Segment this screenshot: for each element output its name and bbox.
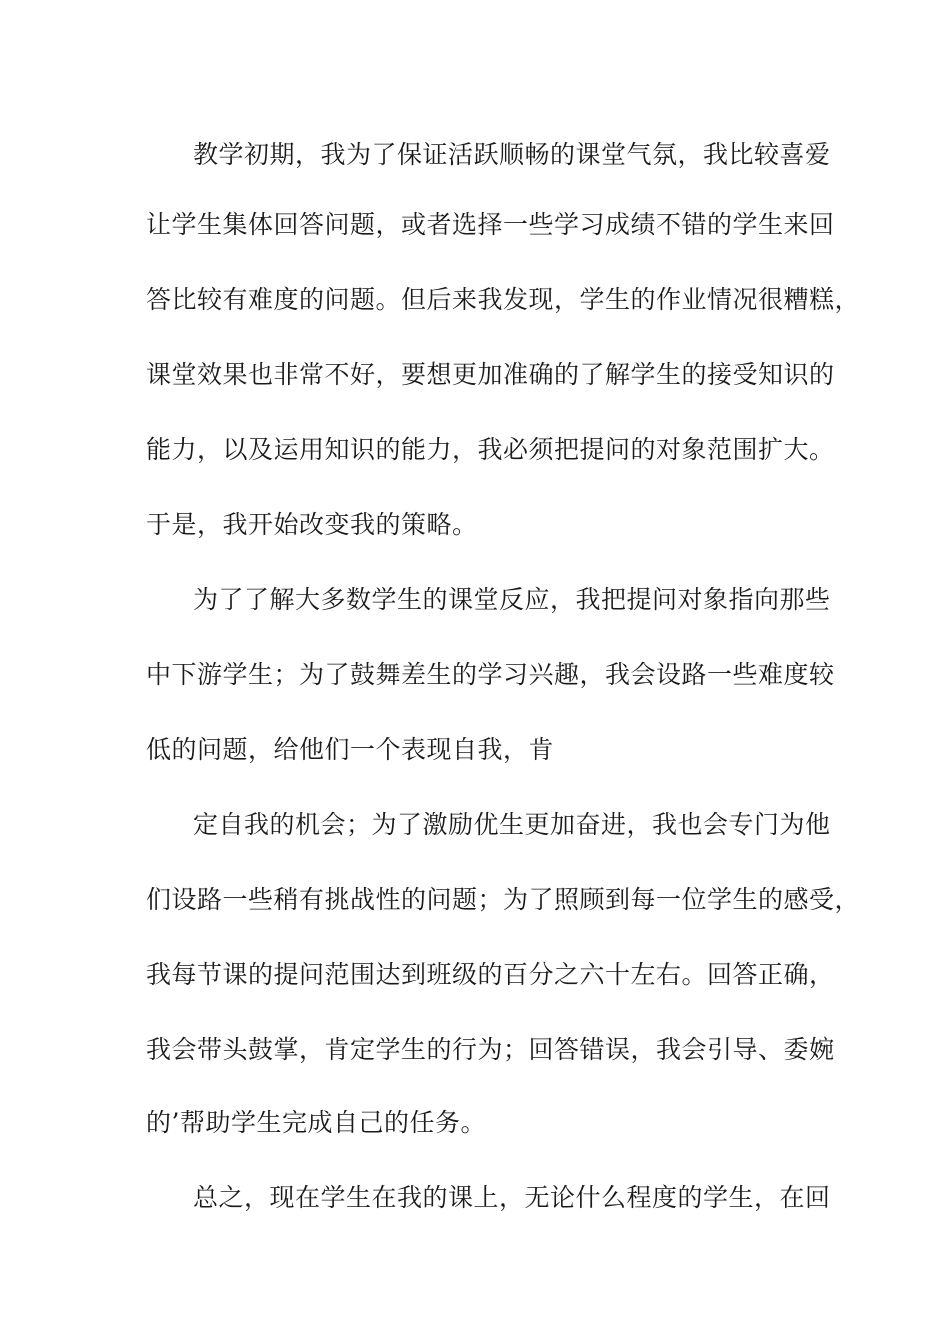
paragraph-2-line-3: 低的问题，给他们一个表现自我，肯 (146, 735, 555, 764)
paragraph-1-line-6: 于是，我开始改变我的策略。 (146, 510, 478, 539)
paragraph-3-line-2: 们设路一些稍有挑战性的问题；为了照顾到每一位学生的感受， (146, 885, 861, 914)
paragraph-2-line-1: 为了了解大多数学生的课堂反应，我把提问对象指向那些 (193, 585, 831, 614)
paragraph-1-line-4: 课堂效果也非常不好，要想更加准确的了解学生的接受知识的 (146, 360, 835, 389)
paragraph-2-line-2: 中下游学生；为了鼓舞差生的学习兴趣，我会设路一些难度较 (146, 660, 835, 689)
paragraph-1-line-1: 教学初期，我为了保证活跃顺畅的课堂气氛，我比较喜爱 (193, 140, 831, 169)
paragraph-1-line-2: 让学生集体回答问题，或者选择一些学习成绩不错的学生来回 (146, 210, 835, 239)
paragraph-3-line-1: 定自我的机会；为了激励优生更加奋进，我也会专门为他 (193, 810, 831, 839)
paragraph-1-line-3: 答比较有难度的问题。但后来我发现，学生的作业情况很糟糕， (146, 285, 861, 314)
paragraph-4-line-1: 总之，现在学生在我的课上，无论什么程度的学生，在回 (193, 1183, 831, 1212)
paragraph-3-line-3: 我每节课的提问范围达到班级的百分之六十左右。回答正确， (146, 960, 835, 989)
paragraph-3-line-5: 的’帮助学生完成自己的任务。 (146, 1108, 486, 1137)
paragraph-1-line-5: 能力，以及运用知识的能力，我必须把提问的对象范围扩大。 (146, 435, 835, 464)
paragraph-3-line-4: 我会带头鼓掌，肯定学生的行为；回答错误，我会引导、委婉 (146, 1035, 835, 1064)
